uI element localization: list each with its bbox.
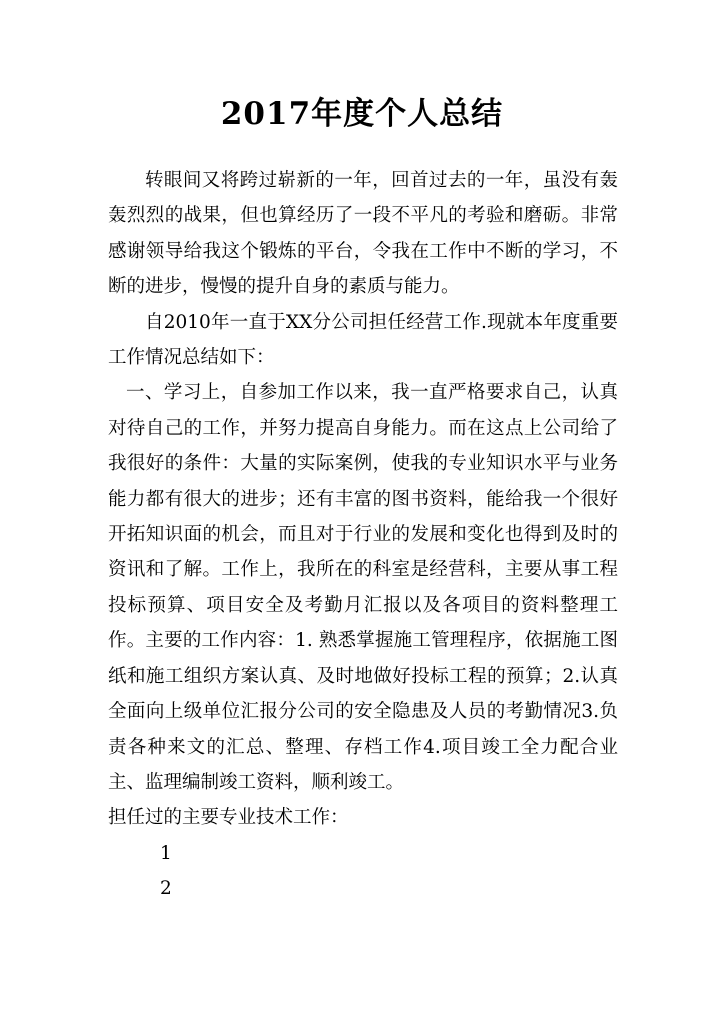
- paragraph-study-work: 一、学习上，自参加工作以来，我一直严格要求自己，认真对待自己的工作，并努力提高自身能力。而在这点上公司给了我很好的条件：大量的实际案例，使我的专业知识水平与业务能力都有很大的进步；还有丰富的图书资料，能给我一个很好开拓知识面的机会，而且对于行业的发展和变化也得到及时的资讯和了解。工作上，我所在的科室是经营科，主要从事工程投标预算、项目安全及考勤月汇报以及各项目的资料整理工作。主要的工作内容：1. 熟悉掌握施工管理程序，依据施工图纸和施工组织方案认真、及时地做好投标工程的预算；2.认真全面向上级单位汇报分公司的安全隐患及人员的考勤情况3.负责各种来文的汇总、整理、存档工作4.项目竣工全力配合业主、监理编制竣工资料，顺利竣工。: [108, 382, 618, 793]
- document-title: 2017年度个人总结: [220, 96, 504, 132]
- paragraph-intro: 转眼间又将跨过崭新的一年，回首过去的一年，虽没有轰轰烈烈的战果，但也算经历了一段不平凡的考验和磨砺。非常感谢领导给我这个锻炼的平台，令我在工作中不断的学习，不断的进步，慢慢的提升自身的素质与能力。: [108, 170, 618, 298]
- list-item-number: 1: [160, 842, 172, 864]
- document-body: [108, 163, 618, 907]
- list-item-number: 2: [160, 878, 172, 900]
- paragraph-tech-work-heading: 担任过的主要专业技术工作：: [108, 807, 349, 829]
- paragraph-overview: 自2010年一直于XX分公司担任经营工作.现就本年度重要工作情况总结如下：: [108, 311, 618, 369]
